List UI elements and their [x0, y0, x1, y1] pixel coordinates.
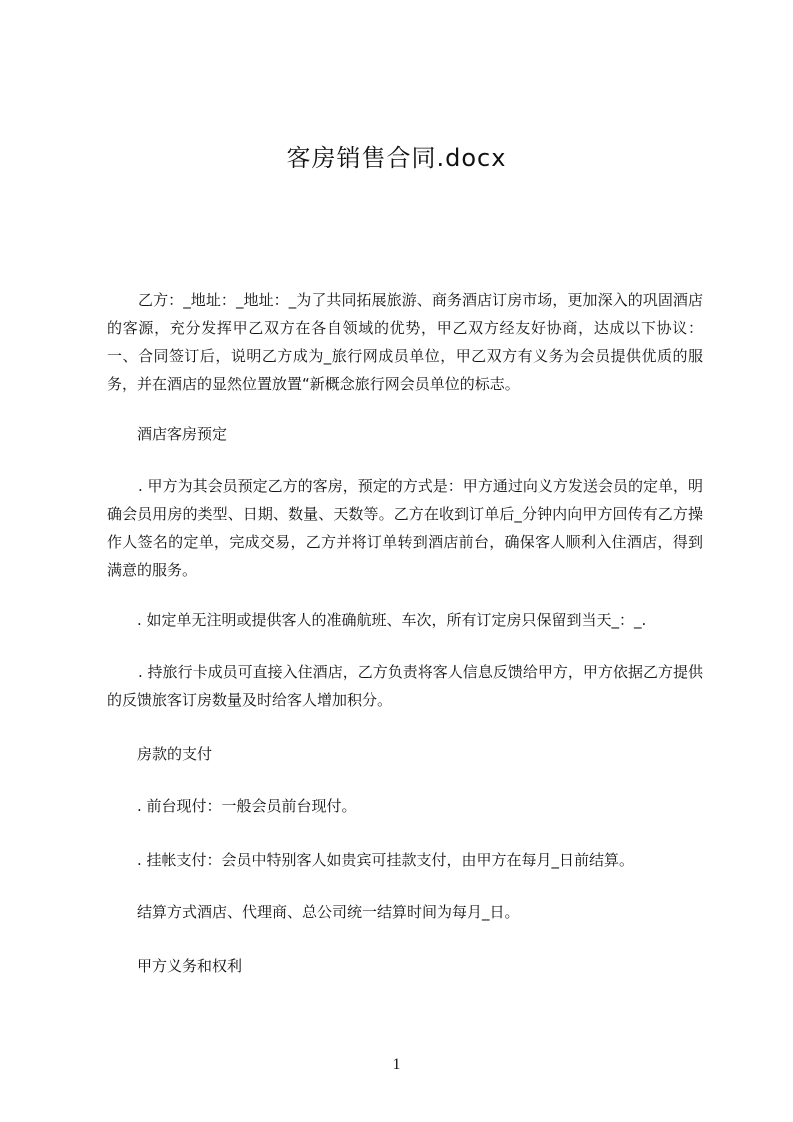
- paragraph-credit-account: . 挂帐支付：会员中特别客人如贵宾可挂款支付，由甲方在每月_日前结算。: [137, 851, 635, 869]
- section-heading-payment: 房款的支付: [137, 745, 213, 763]
- paragraph-front-desk: . 前台现付：一般会员前台现付。: [137, 797, 357, 815]
- paragraph-travel-card: . 持旅行卡成员可直接入住酒店，乙方负责将客人信息反馈给甲方，甲方依据乙方提供的反馈旅客订房数量及时给客人增加积分。: [107, 663, 703, 709]
- paragraph-intro: 乙方：_地址：_地址：_为了共同拓展旅游、商务酒店订房市场，更加深入的巩固酒店的客源，充分发挥甲乙双方在各自领域的优势，甲乙双方经友好协商，达成以下协议：一、合同签订后，说明乙方成为_旅行网成员单位，甲乙双方有义务为会员提供优质的服务，并在酒店的显然位置放置“新概念旅行网会员单位的标志。: [107, 291, 703, 393]
- paragraph-booking-method: . 甲方为其会员预定乙方的客房，预定的方式是：甲方通过向义方发送会员的定单，明确会员用房的类型、日期、数量、天数等。乙方在收到订单后_分钟内向甲方回传有乙方操作人签名的定单，完成交易，乙方并将订单转到酒店前台，确保客人顺利入住酒店，得到满意的服务。: [107, 477, 703, 579]
- document-title: 客房销售合同.docx: [286, 144, 507, 172]
- page-number: 1: [392, 1056, 401, 1073]
- paragraph-booking-reserve: . 如定单无注明或提供客人的准确航班、车次，所有订定房只保留到当天_：_.: [137, 611, 647, 629]
- section-heading-booking: 酒店客房预定: [137, 425, 228, 443]
- section-heading-party-a: 甲方义务和权利: [137, 957, 243, 975]
- paragraph-settlement: 结算方式酒店、代理商、总公司统一结算时间为每月_日。: [137, 903, 520, 921]
